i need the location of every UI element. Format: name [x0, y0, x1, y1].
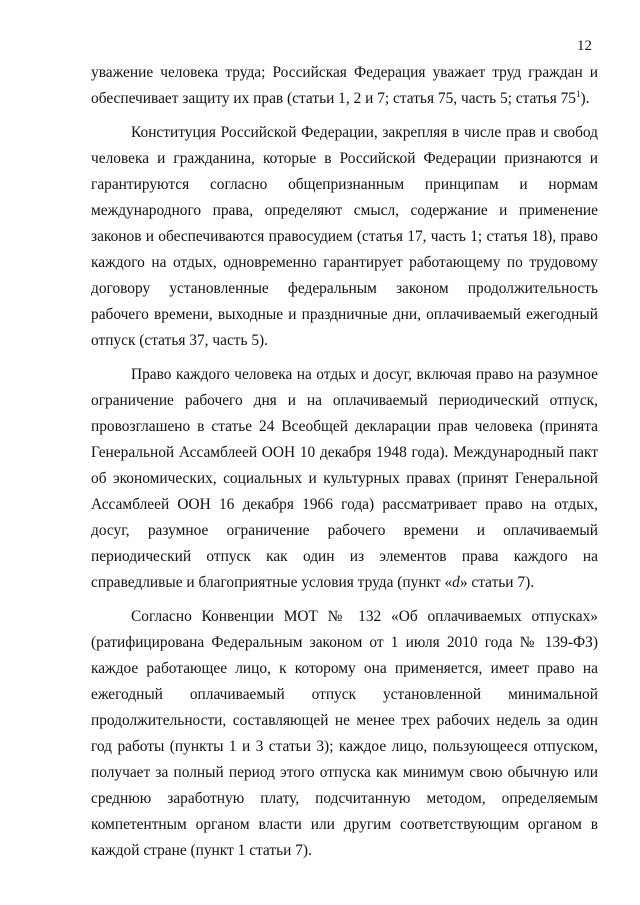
paragraph-continuation [91, 60, 598, 112]
paragraph-text-tail: ). [580, 90, 590, 107]
italic-letter: d [452, 574, 460, 591]
paragraph-declaration [91, 362, 598, 596]
document-body [91, 60, 598, 864]
paragraph-text: уважение человека труда; Российская Федерация уважает труд граждан и обеспечивает защиту их прав (статьи 1, 2 и 7; статья 75, часть 5; статья 75 [91, 64, 598, 107]
paragraph-text: Право каждого человека на отдых и досуг, включая право на разумное ограничение рабочего дня и на оплачиваемый периодический отпуск, провозглашено в статье 24 Всеобщей декларации прав человека (принята Генеральной Ассамблеей ООН 10 декабря 1948 года). Международный пакт об экономических, социальных и культурных правах (принят Генеральной Ассамблеей ООН 16 декабря 1966 года) рассматривает право на отдых, досуг, разумное ограничение рабочего времени и оплачиваемый периодический отпуск как один из элементов права каждого на справедливые и благоприятные условия труда (пункт « [91, 366, 598, 591]
page-number: 12 [577, 38, 592, 54]
superscript: 1 [576, 89, 581, 99]
paragraph-text-tail: » статьи 7). [459, 574, 535, 591]
paragraph-constitution: Конституция Российской Федерации, закрепляя в числе прав и свобод человека и гражданина, которые в Российской Федерации признаются и гарантируются согласно общепризнанным принципам и нормам международного права, определяют смысл, содержание и применение законов и обеспечиваются правосудием (статья 17, часть 1; статья 18), право каждого на отдых, одновременно гарантирует работающему по трудовому договору установленные федеральным законом продолжительность рабочего времени, выходные и праздничные дни, оплачиваемый ежегодный отпуск (статья 37, часть 5). [91, 124, 598, 349]
paragraph-ilo-convention: Согласно Конвенции МОТ № 132 «Об оплачиваемых отпусках» (ратифицирована Федеральным законом от 1 июля 2010 года № 139-ФЗ) каждое работающее лицо, к которому она применяется, имеет право на ежегодный оплачиваемый отпуск установленной минимальной продолжительности, составляющей не менее трех рабочих недель за один год работы (пункты 1 и 3 статьи 3); каждое лицо, пользующееся отпуском, получает за полный период этого отпуска как минимум свою обычную или среднюю заработную плату, подсчитанную методом, определяемым компетентным органом власти или другим соответствующим органом в каждой стране (пункт 1 статьи 7). [91, 608, 598, 859]
